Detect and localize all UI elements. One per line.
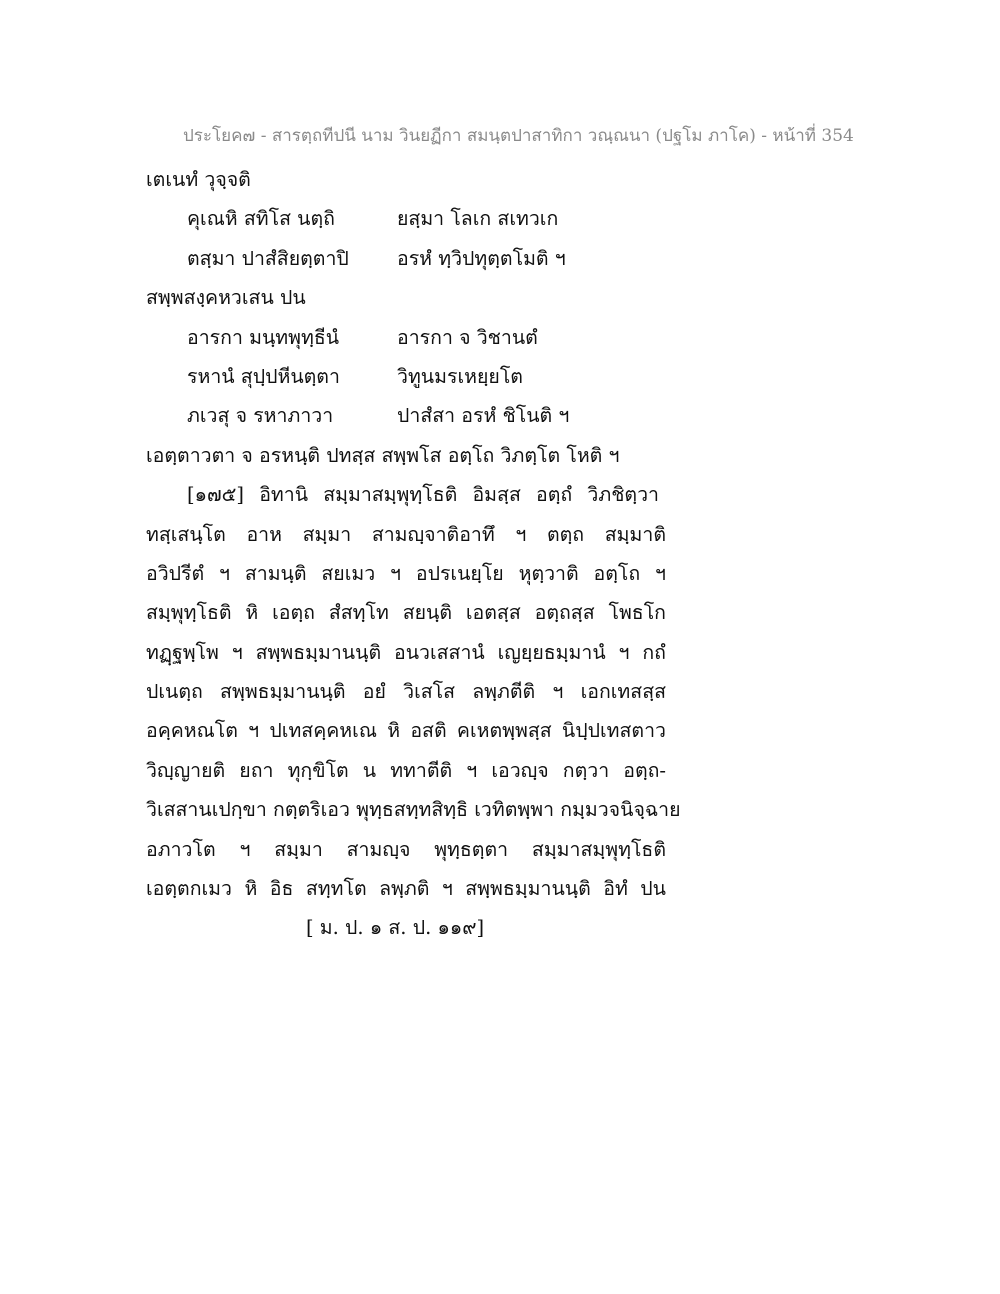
paragraph-line — [146, 869, 866, 908]
closing-line: เอตฺตาวตา จ อรหนฺติ ปทสฺส สพฺพโส อตฺโถ วิภตฺโต โหติ ฯ — [146, 443, 620, 467]
verse-half: ตสฺมา ปาสํสิยตฺตาปิ — [187, 246, 349, 270]
paragraph-line — [146, 515, 866, 554]
paragraph-text: [๑๗๕] อิทานิ สมฺมาสมฺพุทฺโธติ อิมสฺส อตฺถํ วิภชิตฺวา — [187, 483, 659, 507]
paragraph-text: ทฏฺฐพฺโพ ฯ สพฺพธมฺมานนฺติ อนวเสสานํ เญยฺยธมฺมานํ ฯ กถํ — [146, 640, 666, 664]
paragraph-line — [146, 633, 866, 672]
paragraph-text: ทสฺเสนฺโต อาห สมฺมา สามญฺจาติอาทึ ฯ ตตฺถ สมฺมาติ — [146, 522, 666, 546]
verse-half: อารกา มนฺทพุทฺธีนํ — [187, 325, 340, 349]
paragraph-text: อภาวโต ฯ สมฺมา สามญฺจ พุทฺธตฺตา สมฺมาสมฺพุทฺโธติ — [146, 837, 666, 861]
paragraph-text: อคฺคหณโต ฯ ปเทสคฺคหเณ หิ อสติ คเหตพฺพสฺส นิปฺปเทสตาว — [146, 719, 666, 743]
verse-line — [146, 239, 866, 278]
paragraph-text: สมฺพุทฺโธติ หิ เอตฺถ สํสทฺโท สยนฺติ เอตสฺส อตฺถสฺส โพธโก — [146, 601, 666, 625]
verse-line — [146, 396, 866, 435]
paragraph-line — [146, 593, 866, 632]
paragraph-line — [146, 672, 866, 711]
verse-half: ภเวสุ จ รหาภาวา — [187, 404, 334, 428]
paragraph-line — [146, 830, 866, 869]
paragraph-line — [146, 751, 866, 790]
verse-half: ยสฺมา โลเก สเทวเก — [397, 207, 559, 231]
paragraph-text: ปเนตฺถ สพฺพธมฺมานนฺติ อยํ วิเสโส ลพฺภตีติ ฯ เอกเทสสฺส — [146, 680, 666, 704]
paragraph-text: เอตฺตกเมว หิ อิธ สทฺทโต ลพฺภติ ฯ สพฺพธมฺมานนฺติ อิทํ ปน — [146, 877, 666, 901]
source-reference: [ ม. ป. ๑ ส. ป. ๑๑๙] — [306, 916, 485, 940]
paragraph-line — [146, 711, 866, 750]
paragraph-text: อวิปรีตํ ฯ สามนฺติ สยเมว ฯ อปรเนยฺโย หุตฺวาติ อตฺโถ ฯ — [146, 561, 666, 585]
verse-half: อรหํ ทฺวิปทุตฺตโมติ ฯ — [397, 246, 566, 270]
intro-line: เตเนทํ วุจฺจติ — [146, 168, 251, 191]
verse-half: อารกา จ วิชานตํ — [397, 325, 538, 349]
paragraph-line — [146, 554, 866, 593]
paragraph-text: วิญฺญายติ ยถา ทุกฺขิโต น ททาตีติ ฯ เอวญฺจ กตฺวา อตฺถ- — [146, 758, 666, 782]
verse-half: วิทูนมรเหยฺยโต — [397, 364, 523, 388]
paragraph-text: วิเสสานเปกฺขา กตฺตริเอว พุทฺธสทฺทสิทฺธิ เวทิตพฺพา กมฺมวจนิจฺฉาย — [146, 798, 681, 822]
verse-line — [146, 357, 866, 396]
paragraph-line — [146, 790, 866, 829]
verse-line — [146, 199, 866, 238]
verse-half: คุเณหิ สทิโส นตฺถิ — [187, 207, 335, 231]
verse-line — [146, 318, 866, 357]
running-header: ประโยค๗ - สารตฺถทีปนี นาม วินยฏีกา สมนฺตปาสาทิกา วณฺณนา (ปฐโม ภาโค) - หน้าที่ 354 — [183, 126, 854, 146]
paragraph-line — [146, 475, 866, 514]
body-text — [146, 160, 866, 948]
verse-half: ปาสํสา อรหํ ชิโนติ ฯ — [397, 404, 570, 428]
mid-line: สพฺพสงฺคหวเสน ปน — [146, 286, 306, 310]
verse-half: รหานํ สุปฺปหีนตฺตา — [187, 364, 340, 388]
